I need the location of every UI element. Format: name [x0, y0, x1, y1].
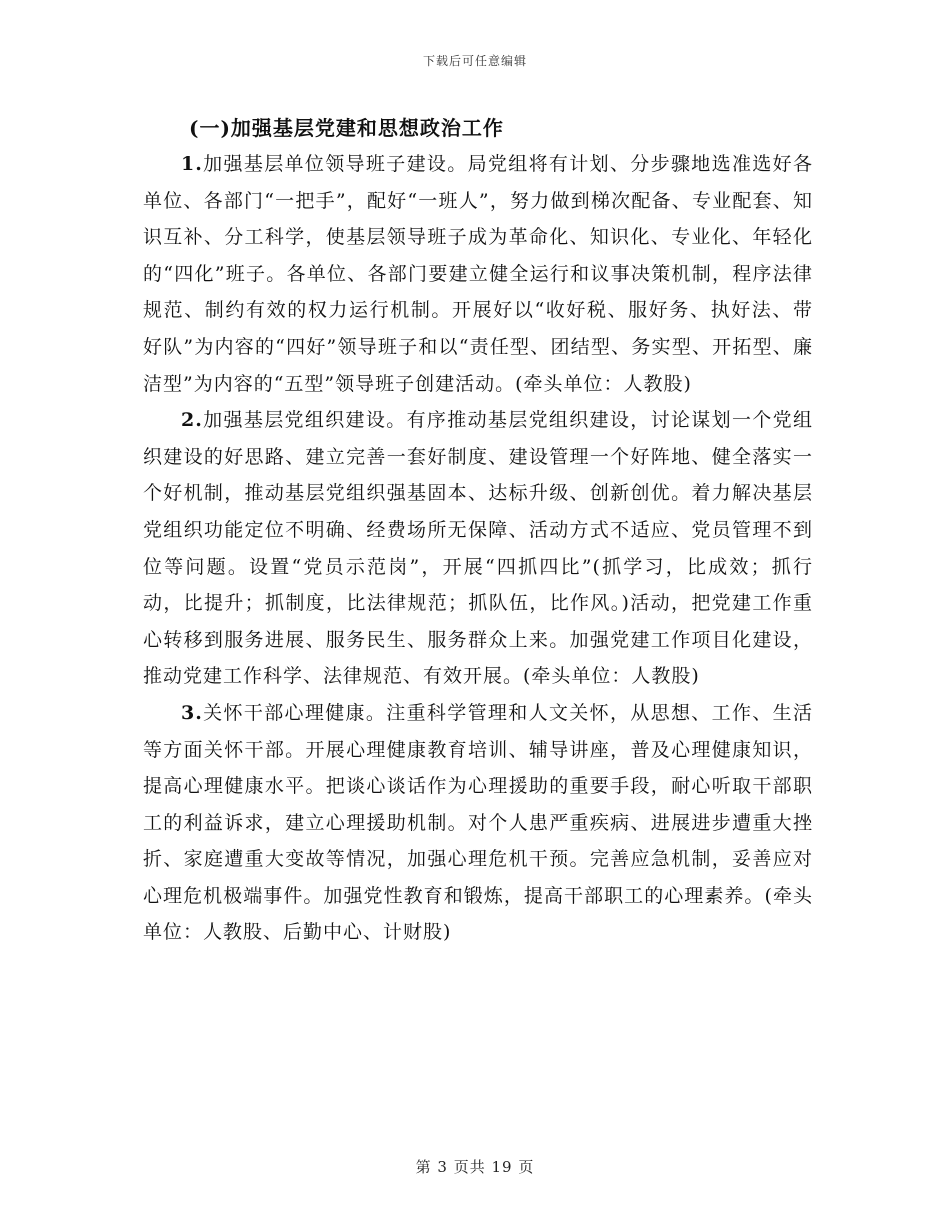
- header-note: 下载后可任意编辑: [422, 54, 527, 68]
- paragraph-2: [143, 402, 813, 695]
- paragraph-number: 3.: [181, 701, 203, 724]
- paragraph-number: 1.: [181, 153, 203, 175]
- paragraph-text: 加强基层单位领导班子建设。局党组将有计划、分步骤地选准选好各单位、各部门“一把手”，配好“一班人”，努力做到梯次配备、专业配套、知识互补、分工科学，使基层领导班子成为革命化、知识化、专业化、年轻化的“四化”班子。各单位、各部门要建立健全运行和议事决策机制，程序法律规范、制约有效的权力运行机制。开展好以“收好税、服好务、执好法、带好队”为内容的“四好”领导班子和以“责任型、团结型、务实型、开拓型、廉洁型”为内容的“五型”领导班子创建活动。(牵头单位：人教股): [143, 153, 813, 395]
- paragraph-3: [143, 695, 813, 951]
- paragraph-1: [143, 146, 813, 402]
- paragraph-text: 关怀干部心理健康。注重科学管理和人文关怀，从思想、工作、生活等方面关怀干部。开展心理健康教育培训、辅导讲座，普及心理健康知识，提高心理健康水平。把谈心谈话作为心理援助的重要手段，耐心听取干部职工的利益诉求，建立心理援助机制。对个人患严重疾病、进展进步遭重大挫折、家庭遭重大变故等情况，加强心理危机干预。完善应急机制，妥善应对心理危机极端事件。加强党性教育和锻炼，提高干部职工的心理素养。(牵头单位：人教股、后勤中心、计财股): [143, 701, 813, 944]
- paragraph-text: 加强基层党组织建设。有序推动基层党组织建设，讨论谋划一个党组织建设的好思路、建立完善一套好制度、建设管理一个好阵地、健全落实一个好机制，推动基层党组织强基固本、达标升级、创新创优。着力解决基层党组织功能定位不明确、经费场所无保障、活动方式不适应、党员管理不到位等问题。设置“党员示范岗”，开展“四抓四比”(抓学习，比成效；抓行动，比提升；抓制度，比法律规范；抓队伍，比作风。)活动，把党建工作重心转移到服务进展、服务民生、服务群众上来。加强党建工作项目化建设，推动党建工作科学、法律规范、有效开展。(牵头单位：人教股): [143, 409, 813, 688]
- document-body: [143, 110, 813, 951]
- page-number-footer: 第 3 页共 19 页: [415, 1158, 535, 1176]
- section-heading: (一)加强基层党建和思想政治工作: [189, 116, 504, 140]
- paragraph-number: 2.: [181, 409, 203, 432]
